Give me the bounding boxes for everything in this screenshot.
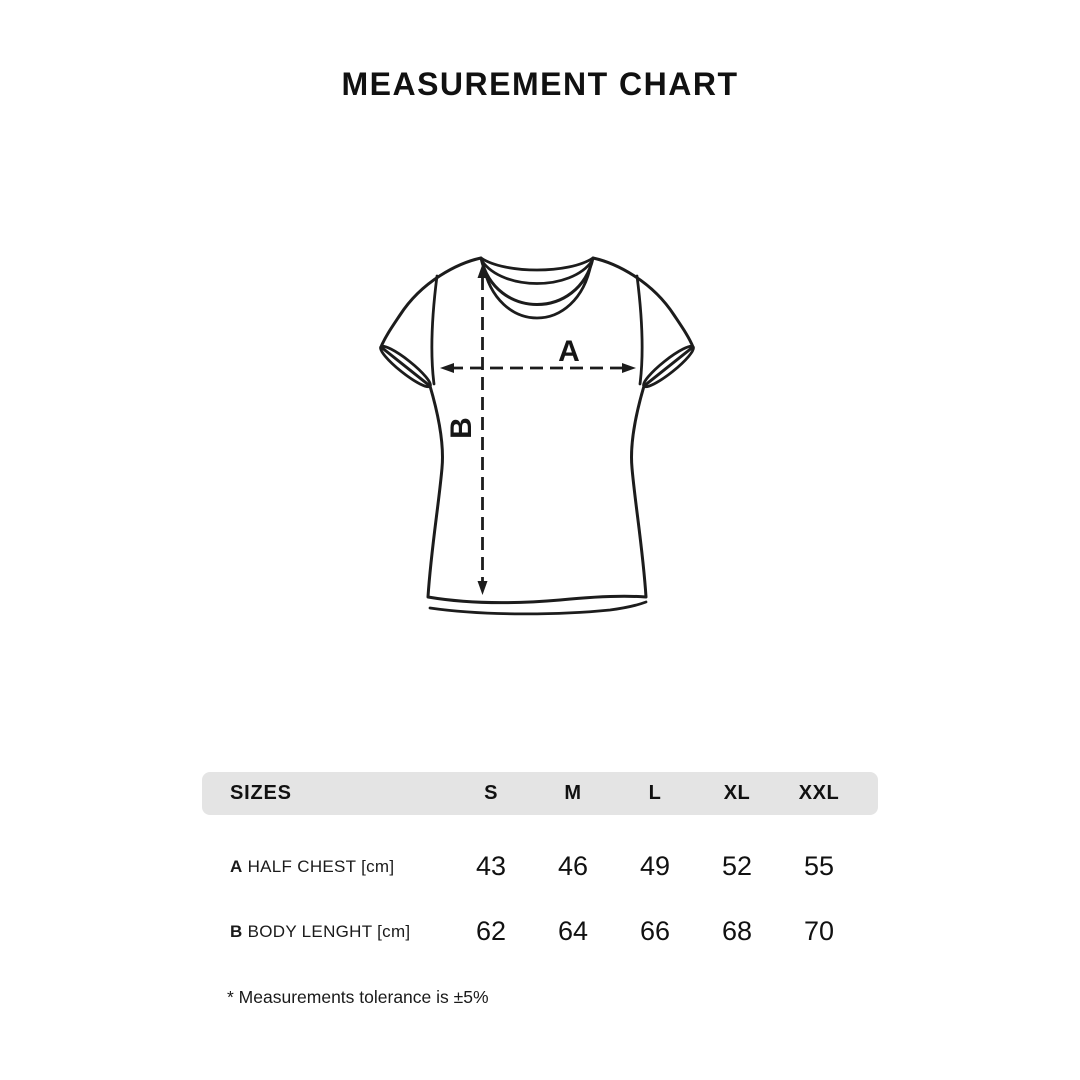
row-prefix-a: A bbox=[230, 856, 243, 876]
half-chest-value-xl: 52 bbox=[721, 851, 753, 881]
half-chest-value-xxl: 55 bbox=[803, 851, 835, 881]
row-text-half-chest: HALF CHEST [cm] bbox=[247, 856, 395, 876]
size-column-s: S bbox=[484, 782, 498, 804]
body-length-value-xl: 68 bbox=[721, 916, 753, 946]
tolerance-footnote: * Measurements tolerance is ±5% bbox=[227, 987, 489, 1007]
table-row-body-length bbox=[202, 909, 878, 954]
size-column-m: M bbox=[564, 782, 582, 804]
tshirt-silhouette bbox=[381, 258, 693, 603]
row-label-half-chest bbox=[202, 857, 450, 877]
body-length-value-xxl: 70 bbox=[803, 916, 835, 946]
table-row-half-chest bbox=[202, 844, 878, 889]
sizes-header-label: SIZES bbox=[230, 782, 292, 804]
body-length-value-s: 62 bbox=[475, 916, 507, 946]
body-length-value-m: 64 bbox=[557, 916, 589, 946]
size-column-xl: XL bbox=[723, 782, 751, 804]
measure-label-b: B bbox=[445, 417, 478, 439]
measure-label-a: A bbox=[558, 335, 580, 368]
collar-back-arc bbox=[481, 258, 593, 270]
body-length-value-l: 66 bbox=[639, 916, 671, 946]
row-text-body-length: BODY LENGHT [cm] bbox=[247, 921, 411, 941]
size-table bbox=[202, 772, 878, 954]
row-prefix-b: B bbox=[230, 921, 243, 941]
hem-band-line bbox=[430, 602, 646, 614]
half-chest-value-m: 46 bbox=[557, 851, 589, 881]
page-title: MEASUREMENT CHART bbox=[341, 66, 739, 102]
row-label-body-length bbox=[202, 922, 450, 942]
size-table-header bbox=[202, 772, 878, 815]
half-chest-value-s: 43 bbox=[475, 851, 507, 881]
size-column-l: L bbox=[648, 782, 662, 804]
half-chest-value-l: 49 bbox=[639, 851, 671, 881]
tshirt-measurement-diagram bbox=[360, 235, 720, 635]
size-column-xxl: XXL bbox=[798, 782, 840, 804]
